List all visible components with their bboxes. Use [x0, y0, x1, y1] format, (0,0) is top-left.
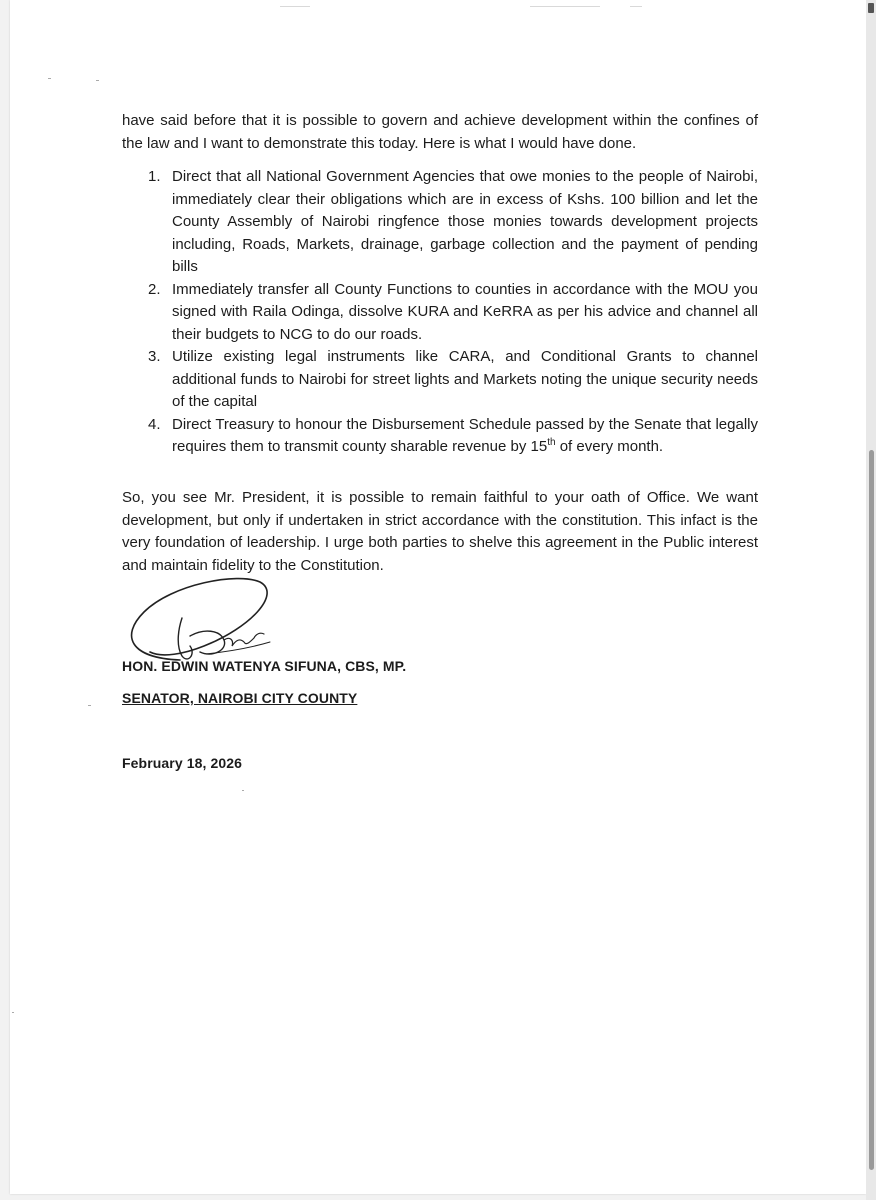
closing-paragraph: So, you see Mr. President, it is possible to remain faithful to your oath of Office. We want development, but only if undertaken in strict accordance with the constitution. This infact is the very foundation of leadership. I urge both parties to shelve this agreement in the Public interest and maintain fidelity to the Constitution.: [122, 489, 758, 574]
list-item-text: Direct that all National Government Agencies that owe monies to the people of Nairobi, immediately clear their obligations which are in excess of Kshs. 100 billion and let the County Assembly of Nairobi ringfence those monies towards development projects including, Roads, Markets, drainage, garbage collection and the payment of pending bills: [172, 168, 758, 275]
list-item: [122, 279, 758, 347]
scan-artifact: [280, 6, 310, 7]
scan-speck: [242, 790, 244, 791]
action-list: [122, 166, 758, 459]
list-item-number: 2.: [148, 280, 161, 298]
scan-speck: [12, 1012, 14, 1013]
list-item-text: Direct Treasury to honour the Disbursement Schedule passed by the Senate that legally requires them to transmit county sharable revenue by 15: [172, 415, 758, 455]
list-item-text: Utilize existing legal instruments like CARA, and Conditional Grants to channel additional funds to Nairobi for street lights and Markets noting the unique security needs of the capital: [172, 348, 758, 410]
list-item: [122, 166, 758, 279]
signatory-title: SENATOR, NAIROBI CITY COUNTY: [122, 690, 358, 706]
list-item-number: 3.: [148, 348, 161, 365]
list-item: [122, 346, 758, 414]
scan-artifact: [530, 6, 600, 7]
scroll-up-arrow-icon[interactable]: [868, 3, 874, 13]
ordinal-suffix: th: [547, 437, 556, 448]
scrollbar-thumb[interactable]: [869, 450, 874, 1170]
intro-paragraph: have said before that it is possible to govern and achieve development within the confines of the law and I want to demonstrate this today. Here is what I would have done.: [122, 112, 758, 152]
scan-speck: [88, 705, 91, 706]
vertical-scrollbar[interactable]: [866, 0, 876, 1200]
list-item-text-end: of every month.: [555, 438, 664, 455]
scan-speck: [48, 78, 51, 79]
handwritten-signature: [120, 566, 290, 670]
scan-speck: [96, 80, 99, 81]
letter-date: February 18, 2026: [122, 755, 242, 771]
list-item-text: Immediately transfer all County Functions to counties in accordance with the MOU you signed with Raila Odinga, dissolve KURA and KeRRA as per his advice and channel all their budgets to NCG to do our roads.: [172, 280, 758, 343]
list-item-number: 1.: [148, 168, 161, 185]
signatory-name: HON. EDWIN WATENYA SIFUNA, CBS, MP.: [122, 658, 407, 674]
list-item: [122, 414, 758, 459]
scan-artifact: [630, 6, 642, 7]
list-item-number: 4.: [148, 415, 161, 433]
